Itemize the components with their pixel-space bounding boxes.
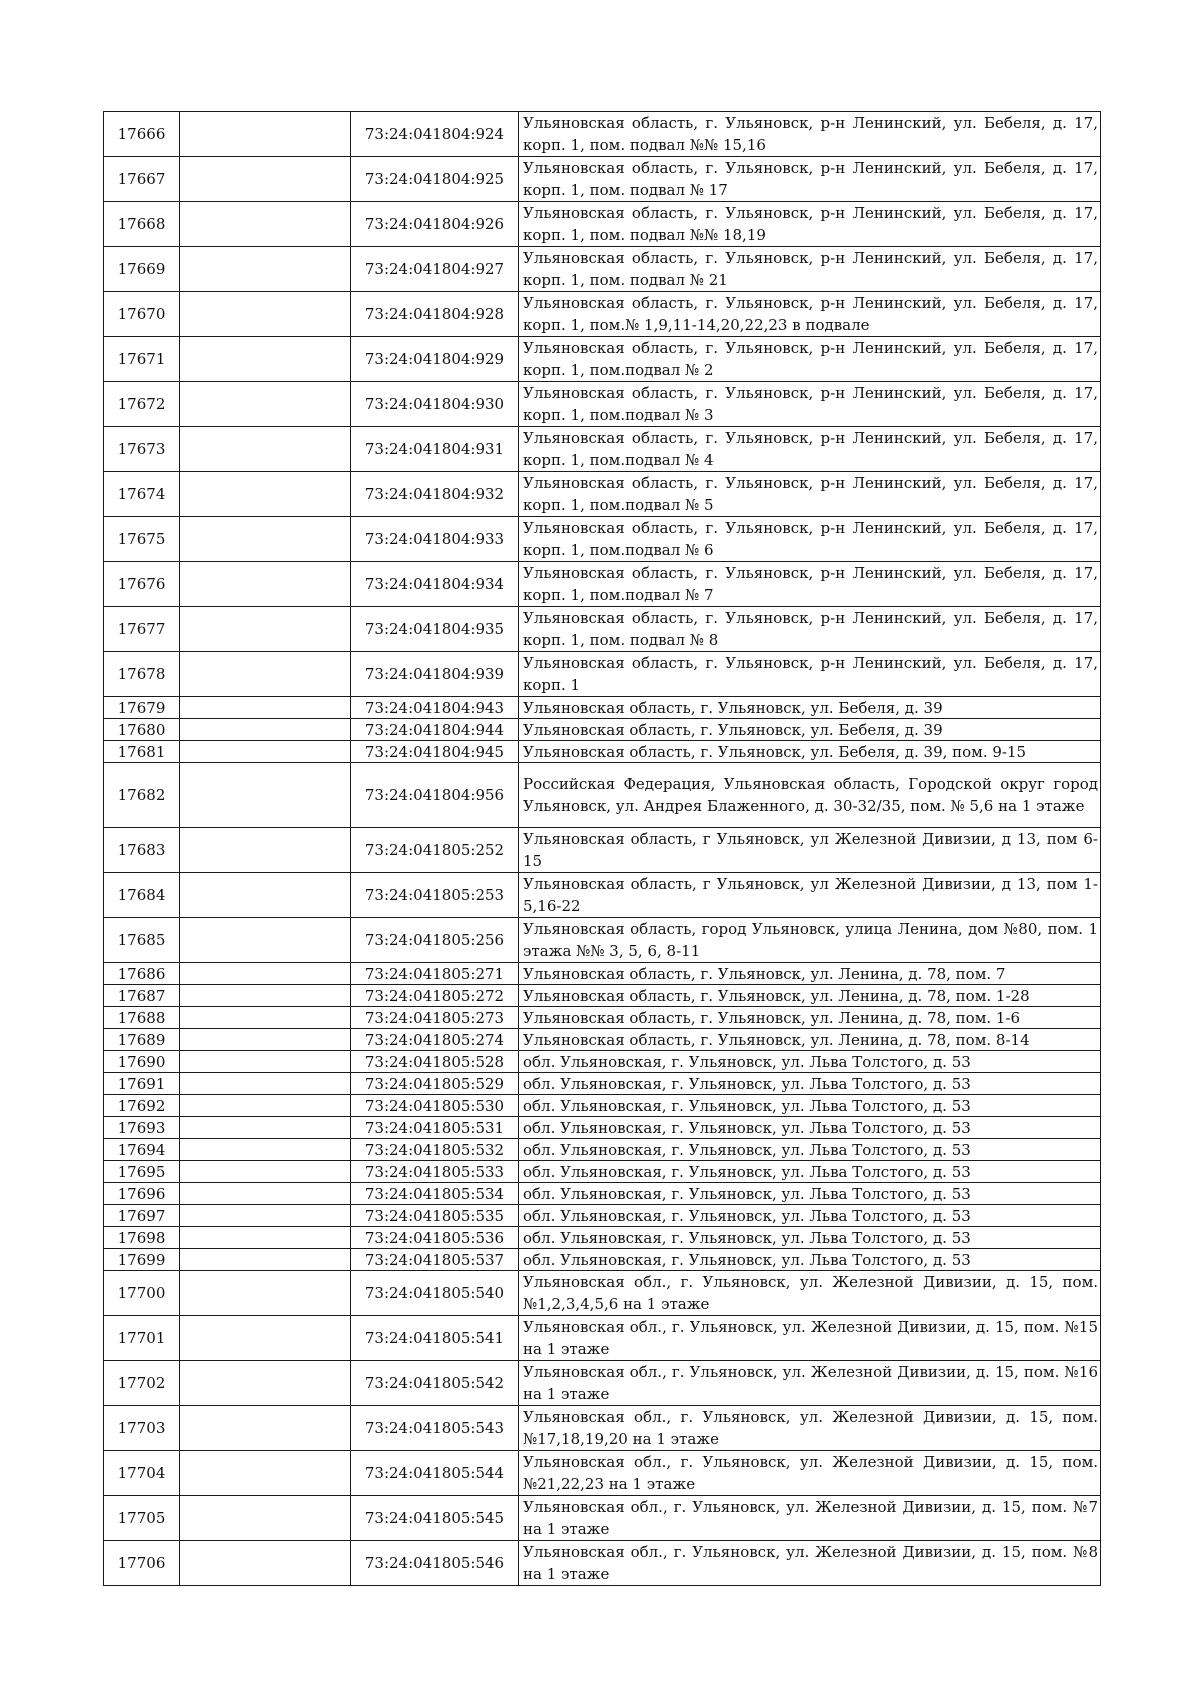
cadastral-number-cell: 73:24:041804:945 bbox=[351, 741, 519, 763]
cadastral-number-cell: 73:24:041804:943 bbox=[351, 697, 519, 719]
empty-cell bbox=[180, 1316, 351, 1361]
cadastral-number-cell: 73:24:041805:528 bbox=[351, 1051, 519, 1073]
address-cell: Ульяновская область, г. Ульяновск, р-н Ленинский, ул. Бебеля, д. 17, корп. 1, пом. подвал №№ 18,19 bbox=[519, 202, 1101, 247]
cadastral-number-cell: 73:24:041805:536 bbox=[351, 1227, 519, 1249]
address-cell: Ульяновская область, г. Ульяновск, р-н Ленинский, ул. Бебеля, д. 17, корп. 1, пом. подвал № 21 bbox=[519, 247, 1101, 292]
table-row bbox=[104, 517, 1101, 562]
row-number-cell: 17697 bbox=[104, 1205, 180, 1227]
empty-cell bbox=[180, 202, 351, 247]
table-row bbox=[104, 337, 1101, 382]
row-number-cell: 17679 bbox=[104, 697, 180, 719]
row-number-cell: 17668 bbox=[104, 202, 180, 247]
row-number-cell: 17694 bbox=[104, 1139, 180, 1161]
empty-cell bbox=[180, 1095, 351, 1117]
empty-cell bbox=[180, 1271, 351, 1316]
empty-cell bbox=[180, 963, 351, 985]
row-number-cell: 17671 bbox=[104, 337, 180, 382]
empty-cell bbox=[180, 873, 351, 918]
cadastral-number-cell: 73:24:041804:924 bbox=[351, 112, 519, 157]
table-row bbox=[104, 1073, 1101, 1095]
table-row bbox=[104, 1361, 1101, 1406]
address-cell: обл. Ульяновская, г. Ульяновск, ул. Льва Толстого, д. 53 bbox=[519, 1205, 1101, 1227]
row-number-cell: 17680 bbox=[104, 719, 180, 741]
address-cell: обл. Ульяновская, г. Ульяновск, ул. Льва Толстого, д. 53 bbox=[519, 1249, 1101, 1271]
row-number-cell: 17667 bbox=[104, 157, 180, 202]
empty-cell bbox=[180, 292, 351, 337]
address-cell: Ульяновская область, г. Ульяновск, ул. Ленина, д. 78, пом. 8-14 bbox=[519, 1029, 1101, 1051]
empty-cell bbox=[180, 1183, 351, 1205]
table-row bbox=[104, 873, 1101, 918]
row-number-cell: 17677 bbox=[104, 607, 180, 652]
address-cell: Российская Федерация, Ульяновская область, Городской округ город Ульяновск, ул. Андрея Блаженного, д. 30-32/35, пом. № 5,6 на 1 этаже bbox=[519, 763, 1101, 828]
row-number-cell: 17669 bbox=[104, 247, 180, 292]
cadastral-number-cell: 73:24:041805:272 bbox=[351, 985, 519, 1007]
table-row bbox=[104, 1406, 1101, 1451]
empty-cell bbox=[180, 607, 351, 652]
empty-cell bbox=[180, 562, 351, 607]
row-number-cell: 17684 bbox=[104, 873, 180, 918]
table-row bbox=[104, 382, 1101, 427]
row-number-cell: 17670 bbox=[104, 292, 180, 337]
address-cell: Ульяновская область, г Ульяновск, ул Железной Дивизии, д 13, пом 6-15 bbox=[519, 828, 1101, 873]
table-row bbox=[104, 1161, 1101, 1183]
row-number-cell: 17682 bbox=[104, 763, 180, 828]
table-row bbox=[104, 1029, 1101, 1051]
cadastral-number-cell: 73:24:041804:927 bbox=[351, 247, 519, 292]
row-number-cell: 17683 bbox=[104, 828, 180, 873]
cadastral-number-cell: 73:24:041805:530 bbox=[351, 1095, 519, 1117]
empty-cell bbox=[180, 1117, 351, 1139]
table-row bbox=[104, 1095, 1101, 1117]
empty-cell bbox=[180, 719, 351, 741]
empty-cell bbox=[180, 1139, 351, 1161]
empty-cell bbox=[180, 1051, 351, 1073]
cadastral-number-cell: 73:24:041805:542 bbox=[351, 1361, 519, 1406]
address-cell: Ульяновская область, г. Ульяновск, р-н Ленинский, ул. Бебеля, д. 17, корп. 1, пом. подвал №№ 15,16 bbox=[519, 112, 1101, 157]
address-cell: Ульяновская область, г. Ульяновск, ул. Бебеля, д. 39 bbox=[519, 697, 1101, 719]
address-cell: Ульяновская область, г. Ульяновск, р-н Ленинский, ул. Бебеля, д. 17, корп. 1, пом.подвал № 6 bbox=[519, 517, 1101, 562]
empty-cell bbox=[180, 985, 351, 1007]
empty-cell bbox=[180, 1227, 351, 1249]
address-cell: Ульяновская область, г. Ульяновск, р-н Ленинский, ул. Бебеля, д. 17, корп. 1, пом.подвал № 2 bbox=[519, 337, 1101, 382]
empty-cell bbox=[180, 337, 351, 382]
table-row bbox=[104, 1227, 1101, 1249]
table-row bbox=[104, 1316, 1101, 1361]
table-row bbox=[104, 1496, 1101, 1541]
cadastral-number-cell: 73:24:041804:931 bbox=[351, 427, 519, 472]
address-cell: Ульяновская область, г. Ульяновск, р-н Ленинский, ул. Бебеля, д. 17, корп. 1, пом. подвал № 17 bbox=[519, 157, 1101, 202]
cadastral-number-cell: 73:24:041804:930 bbox=[351, 382, 519, 427]
cadastral-number-cell: 73:24:041805:274 bbox=[351, 1029, 519, 1051]
cadastral-number-cell: 73:24:041805:531 bbox=[351, 1117, 519, 1139]
empty-cell bbox=[180, 697, 351, 719]
row-number-cell: 17704 bbox=[104, 1451, 180, 1496]
cadastral-number-cell: 73:24:041805:546 bbox=[351, 1541, 519, 1586]
address-cell: обл. Ульяновская, г. Ульяновск, ул. Льва Толстого, д. 53 bbox=[519, 1161, 1101, 1183]
cadastral-number-cell: 73:24:041804:944 bbox=[351, 719, 519, 741]
cadastral-number-cell: 73:24:041804:933 bbox=[351, 517, 519, 562]
row-number-cell: 17686 bbox=[104, 963, 180, 985]
row-number-cell: 17687 bbox=[104, 985, 180, 1007]
cadastral-number-cell: 73:24:041805:540 bbox=[351, 1271, 519, 1316]
empty-cell bbox=[180, 1073, 351, 1095]
address-cell: обл. Ульяновская, г. Ульяновск, ул. Льва Толстого, д. 53 bbox=[519, 1139, 1101, 1161]
row-number-cell: 17700 bbox=[104, 1271, 180, 1316]
table-row bbox=[104, 1139, 1101, 1161]
address-cell: Ульяновская область, город Ульяновск, улица Ленина, дом №80, пом. 1 этажа №№ 3, 5, 6, 8-11 bbox=[519, 918, 1101, 963]
cadastral-number-cell: 73:24:041805:543 bbox=[351, 1406, 519, 1451]
table-row bbox=[104, 427, 1101, 472]
cadastral-number-cell: 73:24:041805:545 bbox=[351, 1496, 519, 1541]
cadastral-number-cell: 73:24:041805:544 bbox=[351, 1451, 519, 1496]
empty-cell bbox=[180, 427, 351, 472]
table-row bbox=[104, 157, 1101, 202]
row-number-cell: 17678 bbox=[104, 652, 180, 697]
cadastral-number-cell: 73:24:041805:271 bbox=[351, 963, 519, 985]
cadastral-number-cell: 73:24:041804:928 bbox=[351, 292, 519, 337]
cadastral-number-cell: 73:24:041805:541 bbox=[351, 1316, 519, 1361]
address-cell: Ульяновская область, г. Ульяновск, р-н Ленинский, ул. Бебеля, д. 17, корп. 1, пом.подвал № 3 bbox=[519, 382, 1101, 427]
cadastral-number-cell: 73:24:041804:935 bbox=[351, 607, 519, 652]
address-cell: Ульяновская обл., г. Ульяновск, ул. Железной Дивизии, д. 15, пом. №17,18,19,20 на 1 этаже bbox=[519, 1406, 1101, 1451]
row-number-cell: 17689 bbox=[104, 1029, 180, 1051]
address-cell: Ульяновская обл., г. Ульяновск, ул. Железной Дивизии, д. 15, пом. №15 на 1 этаже bbox=[519, 1316, 1101, 1361]
address-cell: обл. Ульяновская, г. Ульяновск, ул. Льва Толстого, д. 53 bbox=[519, 1051, 1101, 1073]
cadastral-number-cell: 73:24:041804:926 bbox=[351, 202, 519, 247]
address-cell: Ульяновская область, г. Ульяновск, ул. Ленина, д. 78, пом. 1-6 bbox=[519, 1007, 1101, 1029]
cadastral-number-cell: 73:24:041805:535 bbox=[351, 1205, 519, 1227]
table-row bbox=[104, 1183, 1101, 1205]
empty-cell bbox=[180, 1029, 351, 1051]
cadastral-number-cell: 73:24:041805:537 bbox=[351, 1249, 519, 1271]
table-row bbox=[104, 1541, 1101, 1586]
row-number-cell: 17676 bbox=[104, 562, 180, 607]
table-row bbox=[104, 1007, 1101, 1029]
empty-cell bbox=[180, 157, 351, 202]
cadastral-number-cell: 73:24:041805:273 bbox=[351, 1007, 519, 1029]
empty-cell bbox=[180, 1161, 351, 1183]
address-cell: Ульяновская обл., г. Ульяновск, ул. Железной Дивизии, д. 15, пом. №1,2,3,4,5,6 на 1 этаже bbox=[519, 1271, 1101, 1316]
row-number-cell: 17688 bbox=[104, 1007, 180, 1029]
table-row bbox=[104, 202, 1101, 247]
empty-cell bbox=[180, 1007, 351, 1029]
cadastral-number-cell: 73:24:041805:534 bbox=[351, 1183, 519, 1205]
address-cell: Ульяновская область, г. Ульяновск, ул. Бебеля, д. 39, пом. 9-15 bbox=[519, 741, 1101, 763]
table-row bbox=[104, 1205, 1101, 1227]
table-row bbox=[104, 1117, 1101, 1139]
row-number-cell: 17699 bbox=[104, 1249, 180, 1271]
cadastral-number-cell: 73:24:041804:925 bbox=[351, 157, 519, 202]
table-row bbox=[104, 1271, 1101, 1316]
registry-table-body bbox=[104, 112, 1101, 1586]
empty-cell bbox=[180, 1541, 351, 1586]
cadastral-number-cell: 73:24:041805:253 bbox=[351, 873, 519, 918]
address-cell: обл. Ульяновская, г. Ульяновск, ул. Льва Толстого, д. 53 bbox=[519, 1117, 1101, 1139]
row-number-cell: 17681 bbox=[104, 741, 180, 763]
address-cell: Ульяновская область, г. Ульяновск, ул. Ленина, д. 78, пом. 7 bbox=[519, 963, 1101, 985]
cadastral-number-cell: 73:24:041805:256 bbox=[351, 918, 519, 963]
cadastral-number-cell: 73:24:041804:956 bbox=[351, 763, 519, 828]
table-row bbox=[104, 562, 1101, 607]
address-cell: обл. Ульяновская, г. Ульяновск, ул. Льва Толстого, д. 53 bbox=[519, 1227, 1101, 1249]
table-row bbox=[104, 472, 1101, 517]
empty-cell bbox=[180, 1451, 351, 1496]
table-row bbox=[104, 247, 1101, 292]
row-number-cell: 17701 bbox=[104, 1316, 180, 1361]
table-row bbox=[104, 985, 1101, 1007]
address-cell: Ульяновская область, г. Ульяновск, р-н Ленинский, ул. Бебеля, д. 17, корп. 1, пом.№ 1,9,11-14,20,22,23 в подвале bbox=[519, 292, 1101, 337]
row-number-cell: 17698 bbox=[104, 1227, 180, 1249]
address-cell: Ульяновская область, г. Ульяновск, р-н Ленинский, ул. Бебеля, д. 17, корп. 1, пом.подвал № 7 bbox=[519, 562, 1101, 607]
table-row bbox=[104, 112, 1101, 157]
empty-cell bbox=[180, 1406, 351, 1451]
address-cell: Ульяновская область, г. Ульяновск, р-н Ленинский, ул. Бебеля, д. 17, корп. 1, пом. подвал № 8 bbox=[519, 607, 1101, 652]
row-number-cell: 17666 bbox=[104, 112, 180, 157]
empty-cell bbox=[180, 1249, 351, 1271]
row-number-cell: 17675 bbox=[104, 517, 180, 562]
row-number-cell: 17696 bbox=[104, 1183, 180, 1205]
empty-cell bbox=[180, 1496, 351, 1541]
row-number-cell: 17674 bbox=[104, 472, 180, 517]
empty-cell bbox=[180, 1361, 351, 1406]
row-number-cell: 17693 bbox=[104, 1117, 180, 1139]
address-cell: Ульяновская область, г. Ульяновск, р-н Ленинский, ул. Бебеля, д. 17, корп. 1, пом.подвал № 5 bbox=[519, 472, 1101, 517]
address-cell: Ульяновская обл., г. Ульяновск, ул. Железной Дивизии, д. 15, пом. №16 на 1 этаже bbox=[519, 1361, 1101, 1406]
table-row bbox=[104, 607, 1101, 652]
table-row bbox=[104, 963, 1101, 985]
row-number-cell: 17690 bbox=[104, 1051, 180, 1073]
address-cell: Ульяновская обл., г. Ульяновск, ул. Железной Дивизии, д. 15, пом. №21,22,23 на 1 этаже bbox=[519, 1451, 1101, 1496]
table-row bbox=[104, 1249, 1101, 1271]
empty-cell bbox=[180, 918, 351, 963]
empty-cell bbox=[180, 382, 351, 427]
cadastral-number-cell: 73:24:041805:252 bbox=[351, 828, 519, 873]
cadastral-number-cell: 73:24:041805:529 bbox=[351, 1073, 519, 1095]
address-cell: Ульяновская обл., г. Ульяновск, ул. Железной Дивизии, д. 15, пом. №8 на 1 этаже bbox=[519, 1541, 1101, 1586]
table-row bbox=[104, 292, 1101, 337]
empty-cell bbox=[180, 741, 351, 763]
table-row bbox=[104, 918, 1101, 963]
empty-cell bbox=[180, 112, 351, 157]
cadastral-number-cell: 73:24:041804:932 bbox=[351, 472, 519, 517]
row-number-cell: 17702 bbox=[104, 1361, 180, 1406]
address-cell: обл. Ульяновская, г. Ульяновск, ул. Льва Толстого, д. 53 bbox=[519, 1095, 1101, 1117]
empty-cell bbox=[180, 763, 351, 828]
address-cell: обл. Ульяновская, г. Ульяновск, ул. Льва Толстого, д. 53 bbox=[519, 1073, 1101, 1095]
empty-cell bbox=[180, 652, 351, 697]
row-number-cell: 17705 bbox=[104, 1496, 180, 1541]
row-number-cell: 17672 bbox=[104, 382, 180, 427]
table-row bbox=[104, 719, 1101, 741]
cadastral-number-cell: 73:24:041804:939 bbox=[351, 652, 519, 697]
row-number-cell: 17703 bbox=[104, 1406, 180, 1451]
row-number-cell: 17706 bbox=[104, 1541, 180, 1586]
address-cell: обл. Ульяновская, г. Ульяновск, ул. Льва Толстого, д. 53 bbox=[519, 1183, 1101, 1205]
empty-cell bbox=[180, 472, 351, 517]
address-cell: Ульяновская область, г Ульяновск, ул Железной Дивизии, д 13, пом 1-5,16-22 bbox=[519, 873, 1101, 918]
cadastral-number-cell: 73:24:041805:533 bbox=[351, 1161, 519, 1183]
table-row bbox=[104, 697, 1101, 719]
cadastral-number-cell: 73:24:041804:929 bbox=[351, 337, 519, 382]
address-cell: Ульяновская область, г. Ульяновск, ул. Бебеля, д. 39 bbox=[519, 719, 1101, 741]
address-cell: Ульяновская область, г. Ульяновск, р-н Ленинский, ул. Бебеля, д. 17, корп. 1 bbox=[519, 652, 1101, 697]
table-row bbox=[104, 652, 1101, 697]
address-cell: Ульяновская область, г. Ульяновск, р-н Ленинский, ул. Бебеля, д. 17, корп. 1, пом.подвал № 4 bbox=[519, 427, 1101, 472]
row-number-cell: 17692 bbox=[104, 1095, 180, 1117]
empty-cell bbox=[180, 517, 351, 562]
address-cell: Ульяновская обл., г. Ульяновск, ул. Железной Дивизии, д. 15, пом. №7 на 1 этаже bbox=[519, 1496, 1101, 1541]
cadastral-number-cell: 73:24:041804:934 bbox=[351, 562, 519, 607]
row-number-cell: 17691 bbox=[104, 1073, 180, 1095]
table-row bbox=[104, 828, 1101, 873]
table-row bbox=[104, 1451, 1101, 1496]
row-number-cell: 17695 bbox=[104, 1161, 180, 1183]
empty-cell bbox=[180, 1205, 351, 1227]
row-number-cell: 17673 bbox=[104, 427, 180, 472]
table-row bbox=[104, 763, 1101, 828]
empty-cell bbox=[180, 247, 351, 292]
address-cell: Ульяновская область, г. Ульяновск, ул. Ленина, д. 78, пом. 1-28 bbox=[519, 985, 1101, 1007]
empty-cell bbox=[180, 828, 351, 873]
table-row bbox=[104, 741, 1101, 763]
table-row bbox=[104, 1051, 1101, 1073]
cadastral-number-cell: 73:24:041805:532 bbox=[351, 1139, 519, 1161]
row-number-cell: 17685 bbox=[104, 918, 180, 963]
registry-table bbox=[103, 111, 1101, 1586]
